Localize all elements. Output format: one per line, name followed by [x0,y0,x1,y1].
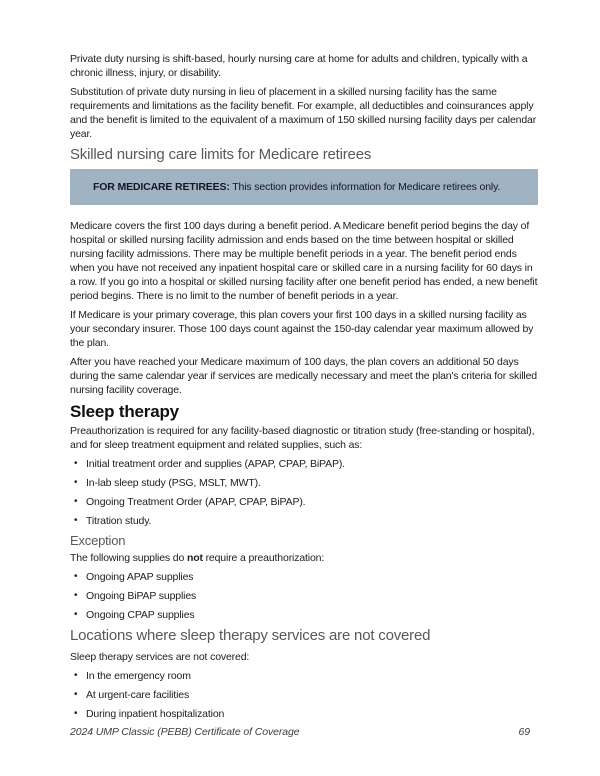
list-item: • Ongoing BiPAP supplies [70,589,538,603]
footer-page-number: 69 [518,726,530,738]
medicare-paragraph-1: Medicare covers the first 100 days during a benefit period. A Medicare benefit period begins the day of hospital or skilled nursing facility admission and ends based on the time between hospital or skilled nursing facility admissions. There may be multiple benefit periods in a year. The benefit period ends when you have not received any inpatient hospital care or skilled care in a nursing facility for 60 days in a row. If you go into a hospital or skilled nursing facility after one benefit period has ended, a new benefit period begins. There is no limit to the number of benefit periods in a year. [70,220,538,302]
list-item: • In-lab sleep study (PSG, MSLT, MWT). [70,476,538,490]
heading-locations-not-covered: Locations where sleep therapy services are not covered [70,627,431,644]
exception-lead-after: require a preauthorization: [202,552,325,564]
callout-text: This section provides information for Medicare retirees only. [229,181,501,193]
list-item: • Initial treatment order and supplies (APAP, CPAP, BiPAP). [70,457,538,471]
exception-lead-paragraph [70,551,538,565]
footer-document-title: 2024 UMP Classic (PEBB) Certificate of Coverage [70,726,300,738]
medicare-paragraph-3: After you have reached your Medicare maximum of 100 days, the plan covers an additional 50 days during the same calendar year if services are medically necessary and meet the plan's criteria for skilled nursing facility coverage. [70,356,537,396]
medicare-callout [70,169,538,205]
list-item: • During inpatient hospitalization [70,707,538,721]
exception-lead-before: The following supplies do [70,552,187,564]
intro-paragraph-2: Substitution of private duty nursing in lieu of placement in a skilled nursing facility has the same requirements and limitations as the facility benefit. For example, all deductibles and coinsurances apply and the benefit is limited to the equivalent of a maximum of 150 skilled nursing facility days per calendar year. [70,86,537,140]
exception-bullet-list [70,570,538,622]
exception-lead-bold: not [186,552,203,564]
list-item: • At urgent-care facilities [70,688,538,702]
sleep-bullet-list [70,457,538,528]
list-item: • In the emergency room [70,669,538,683]
list-item: • Titration study. [70,514,538,528]
heading-sleep-therapy: Sleep therapy [70,402,179,421]
locations-bullet-list [70,669,538,721]
list-item: • Ongoing CPAP supplies [70,608,538,622]
locations-lead-paragraph: Sleep therapy services are not covered: [70,651,250,663]
list-item: • Ongoing Treatment Order (APAP, CPAP, BiPAP). [70,495,538,509]
page-footer [70,726,530,738]
sleep-intro-paragraph: Preauthorization is required for any facility-based diagnostic or titration study (free-standing or hospital), and for sleep treatment equipment and related supplies, such as: [70,425,535,451]
heading-exception: Exception [70,533,126,548]
list-item: • Ongoing APAP supplies [70,570,538,584]
callout-label: FOR MEDICARE RETIREES: [93,181,230,193]
intro-paragraph-1: Private duty nursing is shift-based, hourly nursing care at home for adults and children, typically with a chronic illness, injury, or disability. [70,53,528,79]
medicare-paragraph-2: If Medicare is your primary coverage, this plan covers your first 100 days in a skilled nursing facility as your secondary insurer. Those 100 days count against the 150-day calendar year maximum allowed by the plan. [70,309,534,349]
heading-skilled-nursing-medicare: Skilled nursing care limits for Medicare retirees [70,146,372,163]
